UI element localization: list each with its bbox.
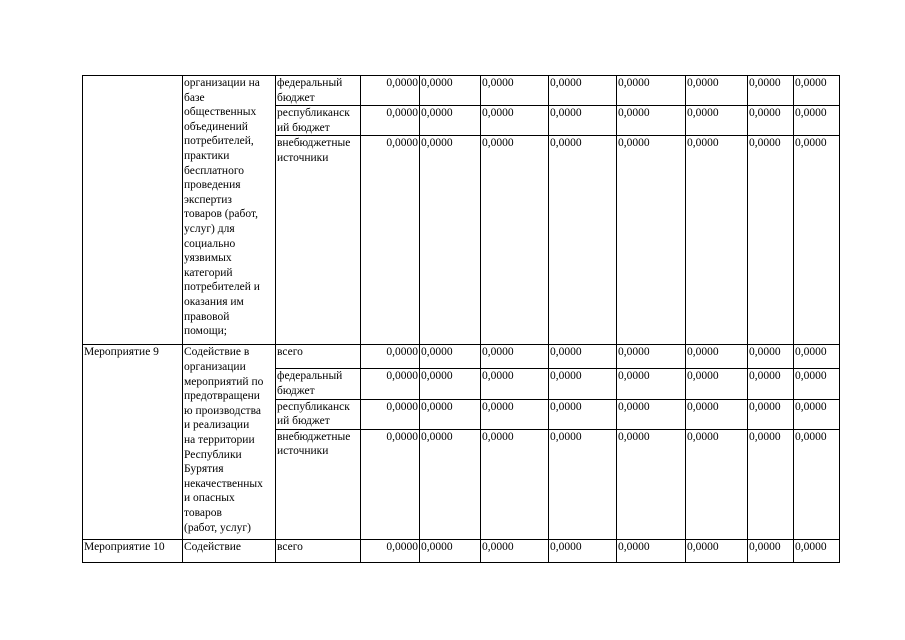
amount-cell: 0,0000 — [481, 429, 549, 539]
amount-cell: 0,0000 — [617, 539, 686, 562]
amount-cell: 0,0000 — [794, 429, 840, 539]
amount-cell: 0,0000 — [748, 369, 794, 399]
funding-source-cell: всего — [276, 345, 361, 369]
measure-description-cell: организации на базе общественных объединений потребителей, практики бесплатного проведения экспертиз товаров (работ, услуг) для социально уязвимых категорий потребителей и оказания им правовой помощи; — [183, 76, 276, 345]
amount-cell: 0,0000 — [481, 345, 549, 369]
amount-cell: 0,0000 — [686, 539, 748, 562]
amount-cell: 0,0000 — [361, 136, 420, 345]
amount-cell: 0,0000 — [481, 106, 549, 136]
amount-cell: 0,0000 — [361, 369, 420, 399]
amount-cell: 0,0000 — [617, 76, 686, 106]
amount-cell: 0,0000 — [481, 369, 549, 399]
amount-cell: 0,0000 — [361, 399, 420, 429]
table-row — [83, 345, 840, 369]
measure-description-cell: Содействие в организации мероприятий по предотвращени ю производства и реализации на территории Республики Бурятия некачественных и опасных товаров (работ, услуг) — [183, 345, 276, 539]
table-row — [83, 76, 840, 106]
funding-source-cell: федеральный бюджет — [276, 369, 361, 399]
funding-source-cell: внебюджетные источники — [276, 136, 361, 345]
amount-cell: 0,0000 — [549, 136, 617, 345]
amount-cell: 0,0000 — [420, 136, 481, 345]
amount-cell: 0,0000 — [748, 345, 794, 369]
amount-cell: 0,0000 — [686, 345, 748, 369]
measure-description-cell: Содействие — [183, 539, 276, 562]
amount-cell: 0,0000 — [748, 429, 794, 539]
funding-source-cell: внебюджетные источники — [276, 429, 361, 539]
amount-cell: 0,0000 — [617, 399, 686, 429]
amount-cell: 0,0000 — [617, 429, 686, 539]
measure-name-cell — [83, 76, 183, 345]
funding-source-cell: всего — [276, 539, 361, 562]
amount-cell: 0,0000 — [686, 136, 748, 345]
amount-cell: 0,0000 — [481, 136, 549, 345]
amount-cell: 0,0000 — [361, 106, 420, 136]
amount-cell: 0,0000 — [748, 539, 794, 562]
measure-name-cell: Мероприятие 9 — [83, 345, 183, 539]
amount-cell: 0,0000 — [617, 369, 686, 399]
amount-cell: 0,0000 — [361, 429, 420, 539]
amount-cell: 0,0000 — [361, 345, 420, 369]
amount-cell: 0,0000 — [748, 136, 794, 345]
amount-cell: 0,0000 — [549, 429, 617, 539]
amount-cell: 0,0000 — [361, 76, 420, 106]
amount-cell: 0,0000 — [686, 106, 748, 136]
amount-cell: 0,0000 — [748, 106, 794, 136]
funding-table — [82, 75, 840, 563]
amount-cell: 0,0000 — [481, 539, 549, 562]
amount-cell: 0,0000 — [748, 399, 794, 429]
amount-cell: 0,0000 — [794, 106, 840, 136]
amount-cell: 0,0000 — [686, 399, 748, 429]
amount-cell: 0,0000 — [686, 76, 748, 106]
funding-source-cell: федеральный бюджет — [276, 76, 361, 106]
amount-cell: 0,0000 — [420, 539, 481, 562]
amount-cell: 0,0000 — [794, 345, 840, 369]
amount-cell: 0,0000 — [420, 429, 481, 539]
amount-cell: 0,0000 — [617, 345, 686, 369]
amount-cell: 0,0000 — [549, 76, 617, 106]
amount-cell: 0,0000 — [794, 539, 840, 562]
amount-cell: 0,0000 — [481, 399, 549, 429]
amount-cell: 0,0000 — [794, 369, 840, 399]
amount-cell: 0,0000 — [420, 106, 481, 136]
amount-cell: 0,0000 — [549, 399, 617, 429]
amount-cell: 0,0000 — [686, 429, 748, 539]
funding-source-cell: республиканск ий бюджет — [276, 106, 361, 136]
amount-cell: 0,0000 — [549, 539, 617, 562]
amount-cell: 0,0000 — [420, 345, 481, 369]
amount-cell: 0,0000 — [481, 76, 549, 106]
amount-cell: 0,0000 — [420, 76, 481, 106]
amount-cell: 0,0000 — [794, 76, 840, 106]
funding-source-cell: республиканск ий бюджет — [276, 399, 361, 429]
table-row — [83, 539, 840, 562]
amount-cell: 0,0000 — [549, 106, 617, 136]
amount-cell: 0,0000 — [361, 539, 420, 562]
amount-cell: 0,0000 — [617, 136, 686, 345]
amount-cell: 0,0000 — [420, 369, 481, 399]
amount-cell: 0,0000 — [420, 399, 481, 429]
amount-cell: 0,0000 — [549, 345, 617, 369]
amount-cell: 0,0000 — [794, 136, 840, 345]
amount-cell: 0,0000 — [686, 369, 748, 399]
measure-name-cell: Мероприятие 10 — [83, 539, 183, 562]
amount-cell: 0,0000 — [748, 76, 794, 106]
amount-cell: 0,0000 — [794, 399, 840, 429]
amount-cell: 0,0000 — [617, 106, 686, 136]
amount-cell: 0,0000 — [549, 369, 617, 399]
